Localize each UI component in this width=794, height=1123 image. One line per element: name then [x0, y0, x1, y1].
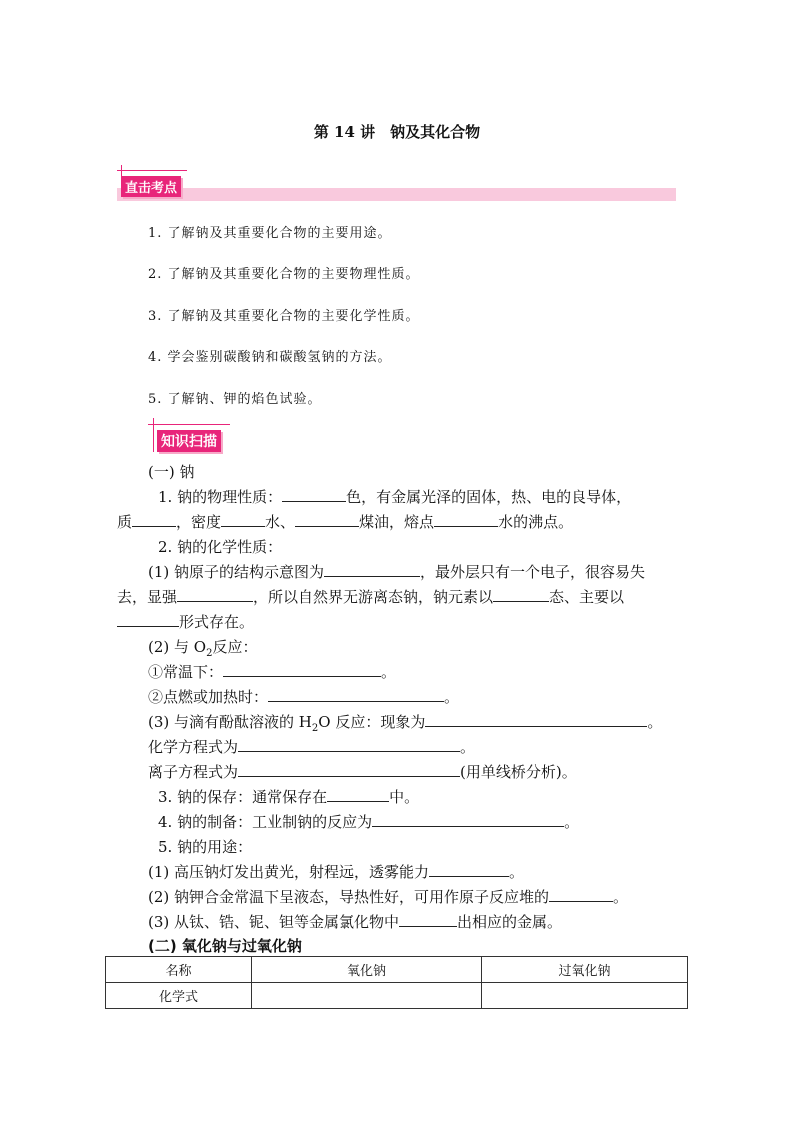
fill-blank[interactable] — [399, 912, 457, 927]
text-segment: 形式存在。 — [179, 613, 255, 631]
table-cell[interactable] — [252, 983, 482, 1009]
text-segment: (2) 与 O — [148, 638, 207, 656]
text-segment: 3. 钠的保存：通常保存在 — [158, 788, 328, 806]
fill-blank[interactable] — [282, 487, 346, 502]
goal-item: 2. 了解钠及其重要化合物的主要物理性质。 — [148, 267, 420, 282]
text-segment: (1) 高压钠灯发出黄光，射程远，透雾能力 — [148, 863, 430, 881]
text-line — [148, 736, 475, 757]
fill-blank[interactable] — [549, 887, 613, 902]
text-segment: 水、 — [265, 513, 296, 531]
text-segment: ，最外层只有一个电子，很容易失 — [420, 563, 646, 581]
banner-corner-line — [148, 424, 230, 425]
text-line — [158, 811, 579, 832]
fill-blank[interactable] — [268, 687, 444, 702]
goal-item: 4. 学会鉴别碳酸钠和碳酸氢钠的方法。 — [148, 350, 392, 365]
part-heading: (二) 氧化钠与过氧化钠 — [148, 937, 302, 955]
text-line — [117, 611, 254, 632]
part-heading: (一) 钠 — [148, 463, 195, 481]
text-line — [148, 761, 577, 782]
banner-corner-line — [153, 418, 154, 452]
text-line — [148, 686, 459, 707]
text-segment: 。 — [444, 688, 460, 706]
text-segment: 中。 — [389, 788, 420, 806]
fill-blank[interactable] — [372, 812, 564, 827]
fill-blank[interactable] — [117, 612, 179, 627]
text-line — [148, 711, 662, 734]
text-segment: 。 — [647, 713, 663, 731]
fill-blank[interactable] — [434, 512, 498, 527]
fill-blank[interactable] — [238, 762, 460, 777]
fill-blank[interactable] — [327, 787, 389, 802]
text-segment: (3) 从钛、锆、铌、钽等金属氯化物中 — [148, 913, 400, 931]
table-cell[interactable] — [482, 983, 688, 1009]
fill-blank[interactable] — [132, 512, 176, 527]
subscript: 2 — [311, 723, 319, 734]
text-segment: 出相应的金属。 — [457, 913, 563, 931]
fill-blank[interactable] — [223, 662, 381, 677]
text-segment: 离子方程式为 — [148, 763, 239, 781]
text-segment: 。 — [509, 863, 525, 881]
text-line — [148, 661, 396, 682]
text-line: 5. 钠的用途： — [158, 838, 253, 856]
fill-blank[interactable] — [295, 512, 359, 527]
text-segment: 色，有金属光泽的固体，热、电的良导体， — [346, 488, 632, 506]
text-segment: 反应： — [212, 638, 258, 656]
text-segment: ①常温下： — [148, 663, 224, 681]
text-line — [148, 561, 645, 582]
table-header-row — [106, 957, 688, 983]
table-cell: 化学式 — [106, 983, 252, 1009]
text-segment: 。 — [564, 813, 580, 831]
text-segment: (3) 与滴有酚酞溶液的 H — [148, 713, 312, 731]
text-segment: (1) 钠原子的结构示意图为 — [148, 563, 325, 581]
fill-blank[interactable] — [493, 587, 549, 602]
goal-item: 3. 了解钠及其重要化合物的主要化学性质。 — [148, 309, 420, 324]
text-segment: 态、主要以 — [549, 588, 625, 606]
subscript: 2 — [206, 648, 213, 659]
section-label-knowledge-scan: 知识扫描 — [157, 430, 221, 452]
text-segment: ②点燃或加热时： — [148, 688, 269, 706]
text-segment: 化学方程式为 — [148, 738, 239, 756]
text-segment: 水的沸点。 — [498, 513, 574, 531]
text-segment: 1. 钠的物理性质： — [158, 488, 283, 506]
table-header-cell: 过氧化钠 — [482, 957, 688, 983]
table-header-cell: 氧化钠 — [252, 957, 482, 983]
text-line — [158, 486, 631, 507]
table-header-cell: 名称 — [106, 957, 252, 983]
text-line — [148, 861, 524, 882]
fill-blank[interactable] — [324, 562, 420, 577]
goal-item: 5. 了解钠、钾的焰色试验。 — [148, 392, 322, 407]
text-segment: (2) 钠钾合金常温下呈液态，导热性好，可用作原子反应堆的 — [148, 888, 550, 906]
fill-blank[interactable] — [177, 587, 253, 602]
text-segment: 4. 钠的制备：工业制钠的反应为 — [158, 813, 373, 831]
table-row — [106, 983, 688, 1009]
text-segment: ，所以自然界无游离态钠，钠元素以 — [253, 588, 494, 606]
text-segment: 。 — [381, 663, 397, 681]
banner-corner-line — [117, 170, 187, 171]
goal-item: 1. 了解钠及其重要化合物的主要用途。 — [148, 226, 392, 241]
text-segment: 质 — [117, 513, 133, 531]
text-segment: 煤油，熔点 — [359, 513, 435, 531]
text-segment: O 反应：现象为 — [318, 713, 426, 731]
text-segment: ，密度 — [176, 513, 222, 531]
section-label-exam-points: 直击考点 — [121, 176, 181, 197]
comparison-table — [105, 956, 688, 1009]
fill-blank[interactable] — [221, 512, 265, 527]
fill-blank[interactable] — [425, 712, 647, 727]
fill-blank[interactable] — [238, 737, 460, 752]
text-line — [148, 886, 628, 907]
text-segment: 。 — [460, 738, 476, 756]
text-line — [158, 786, 419, 807]
text-line: 2. 钠的化学性质： — [158, 538, 283, 556]
text-segment: (用单线桥分析)。 — [460, 763, 577, 781]
text-segment: 去，显强 — [117, 588, 178, 606]
text-segment: 。 — [613, 888, 629, 906]
text-line — [148, 636, 257, 659]
text-line — [148, 911, 562, 932]
text-line — [117, 511, 573, 532]
text-line — [117, 586, 624, 607]
fill-blank[interactable] — [429, 862, 509, 877]
section-banner-bar — [117, 188, 676, 201]
page-title: 第 14 讲 钠及其化合物 — [313, 123, 481, 141]
